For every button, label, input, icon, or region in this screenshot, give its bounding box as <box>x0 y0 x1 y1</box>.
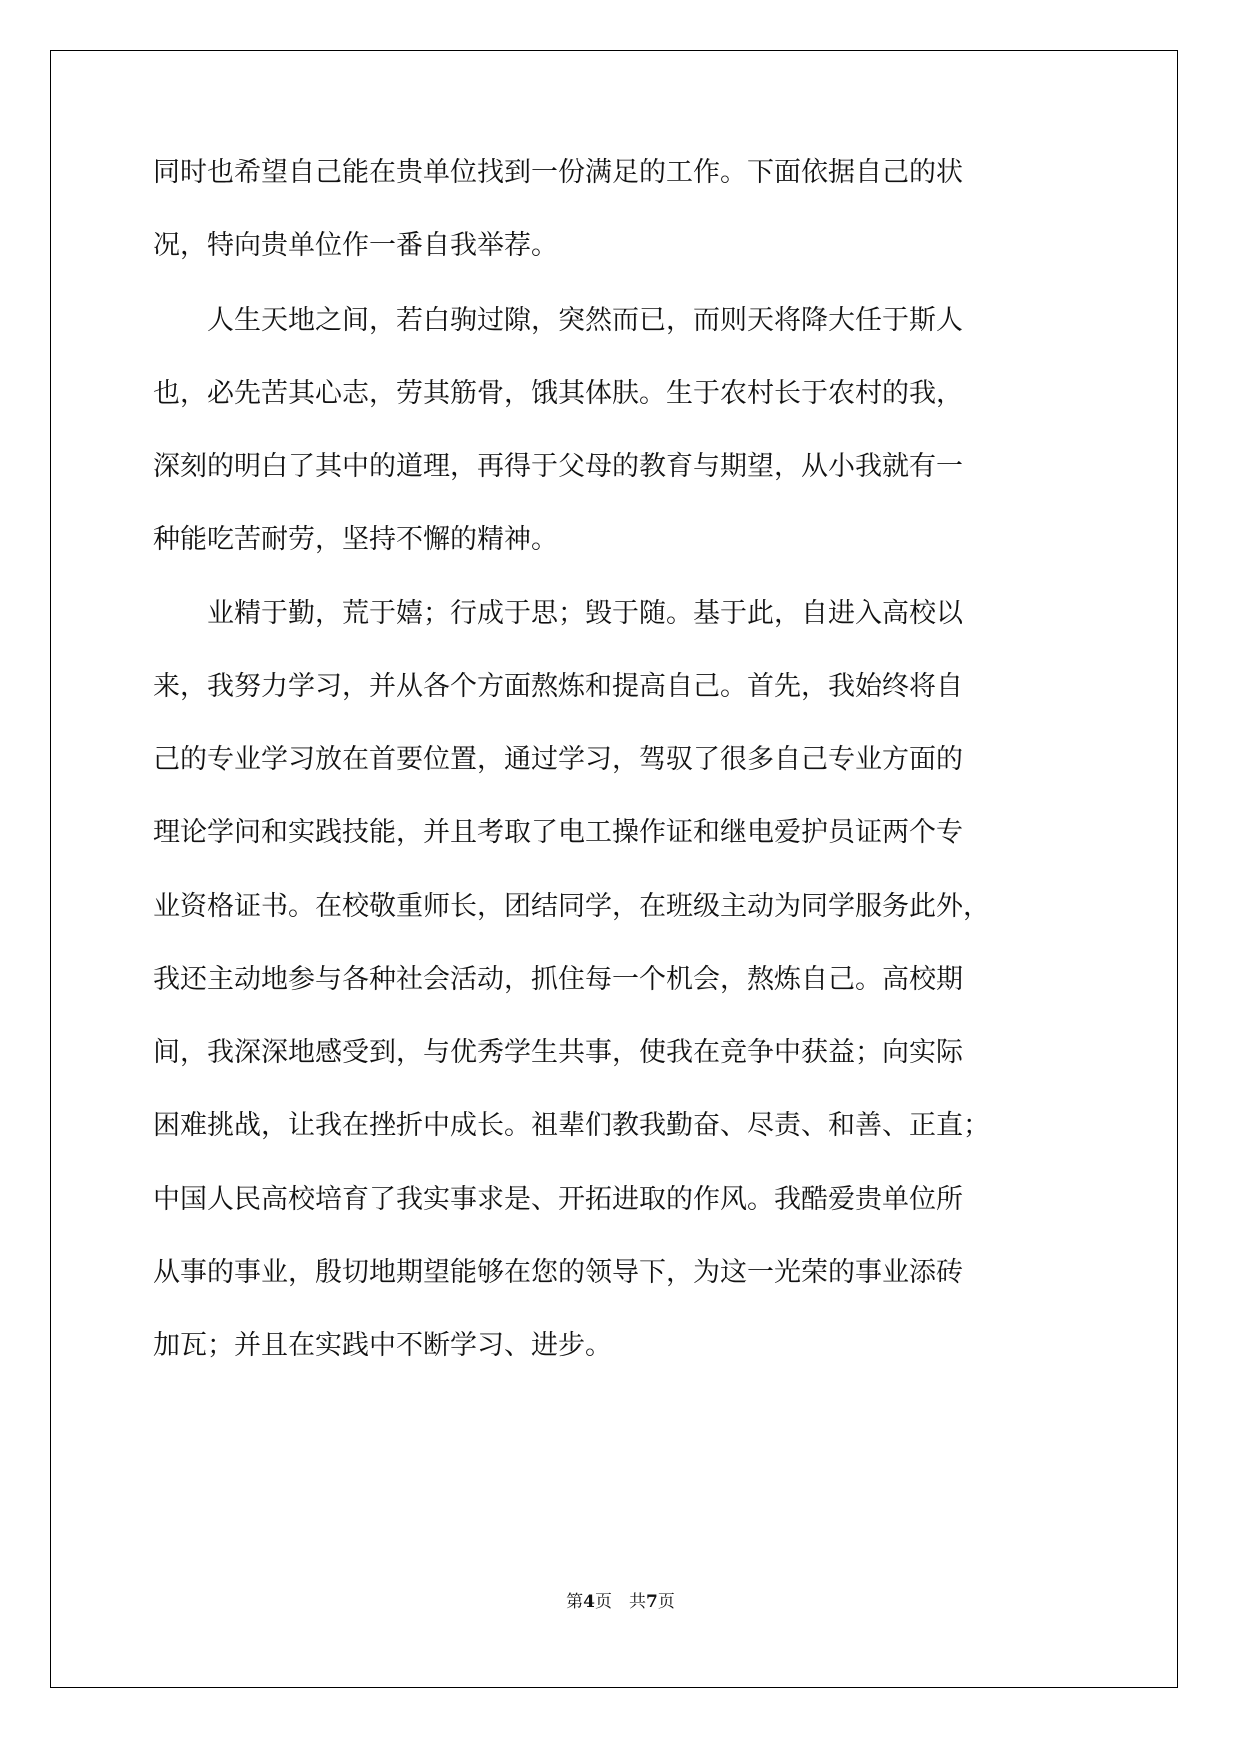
total-page-count: 7 <box>646 1592 658 1612</box>
footer-prefix: 第 <box>566 1592 584 1612</box>
text-line: 中国人民高校培育了我实事求是、开拓进取的作风。我酷爱贵单位所 <box>153 1184 963 1215</box>
text-line: 间，我深深地感受到，与优秀学生共事，使我在竞争中获益；向实际 <box>153 1037 963 1068</box>
text-line: 业精于勤，荒于嬉；行成于思；毁于随。基于此，自进入高校以 <box>153 598 963 629</box>
footer-suffix: 页 <box>657 1592 675 1612</box>
text-line: 从事的事业，殷切地期望能够在您的领导下，为这一光荣的事业添砖 <box>153 1257 963 1288</box>
footer-mid: 页 共 <box>595 1592 646 1612</box>
text-line: 理论学问和实践技能，并且考取了电工操作证和继电爱护员证两个专 <box>153 817 963 848</box>
text-line: 业资格证书。在校敬重师长，团结同学，在班级主动为同学服务此外， <box>153 891 990 922</box>
page-footer <box>0 1587 1241 1617</box>
current-page-number: 4 <box>583 1592 595 1612</box>
text-line: 种能吃苦耐劳，坚持不懈的精神。 <box>153 524 558 555</box>
text-line: 深刻的明白了其中的道理，再得于父母的教育与期望，从小我就有一 <box>153 451 963 482</box>
text-line: 来，我努力学习，并从各个方面熬炼和提高自己。首先，我始终将自 <box>153 671 963 702</box>
text-line: 加瓦；并且在实践中不断学习、进步。 <box>153 1330 612 1361</box>
page-border <box>50 50 1178 1688</box>
text-line: 己的专业学习放在首要位置，通过学习，驾驭了很多自己专业方面的 <box>153 744 963 775</box>
text-line: 人生天地之间，若白驹过隙，突然而已，而则天将降大任于斯人 <box>153 305 963 336</box>
text-line: 也，必先苦其心志，劳其筋骨，饿其体肤。生于农村长于农村的我， <box>153 378 963 409</box>
text-line: 我还主动地参与各种社会活动，抓住每一个机会，熬炼自己。高校期 <box>153 964 963 995</box>
text-line: 困难挑战，让我在挫折中成长。祖辈们教我勤奋、尽责、和善、正直； <box>153 1110 990 1141</box>
text-line: 同时也希望自己能在贵单位找到一份满足的工作。下面依据自己的状 <box>153 157 963 188</box>
text-line: 况，特向贵单位作一番自我举荐。 <box>153 230 558 261</box>
